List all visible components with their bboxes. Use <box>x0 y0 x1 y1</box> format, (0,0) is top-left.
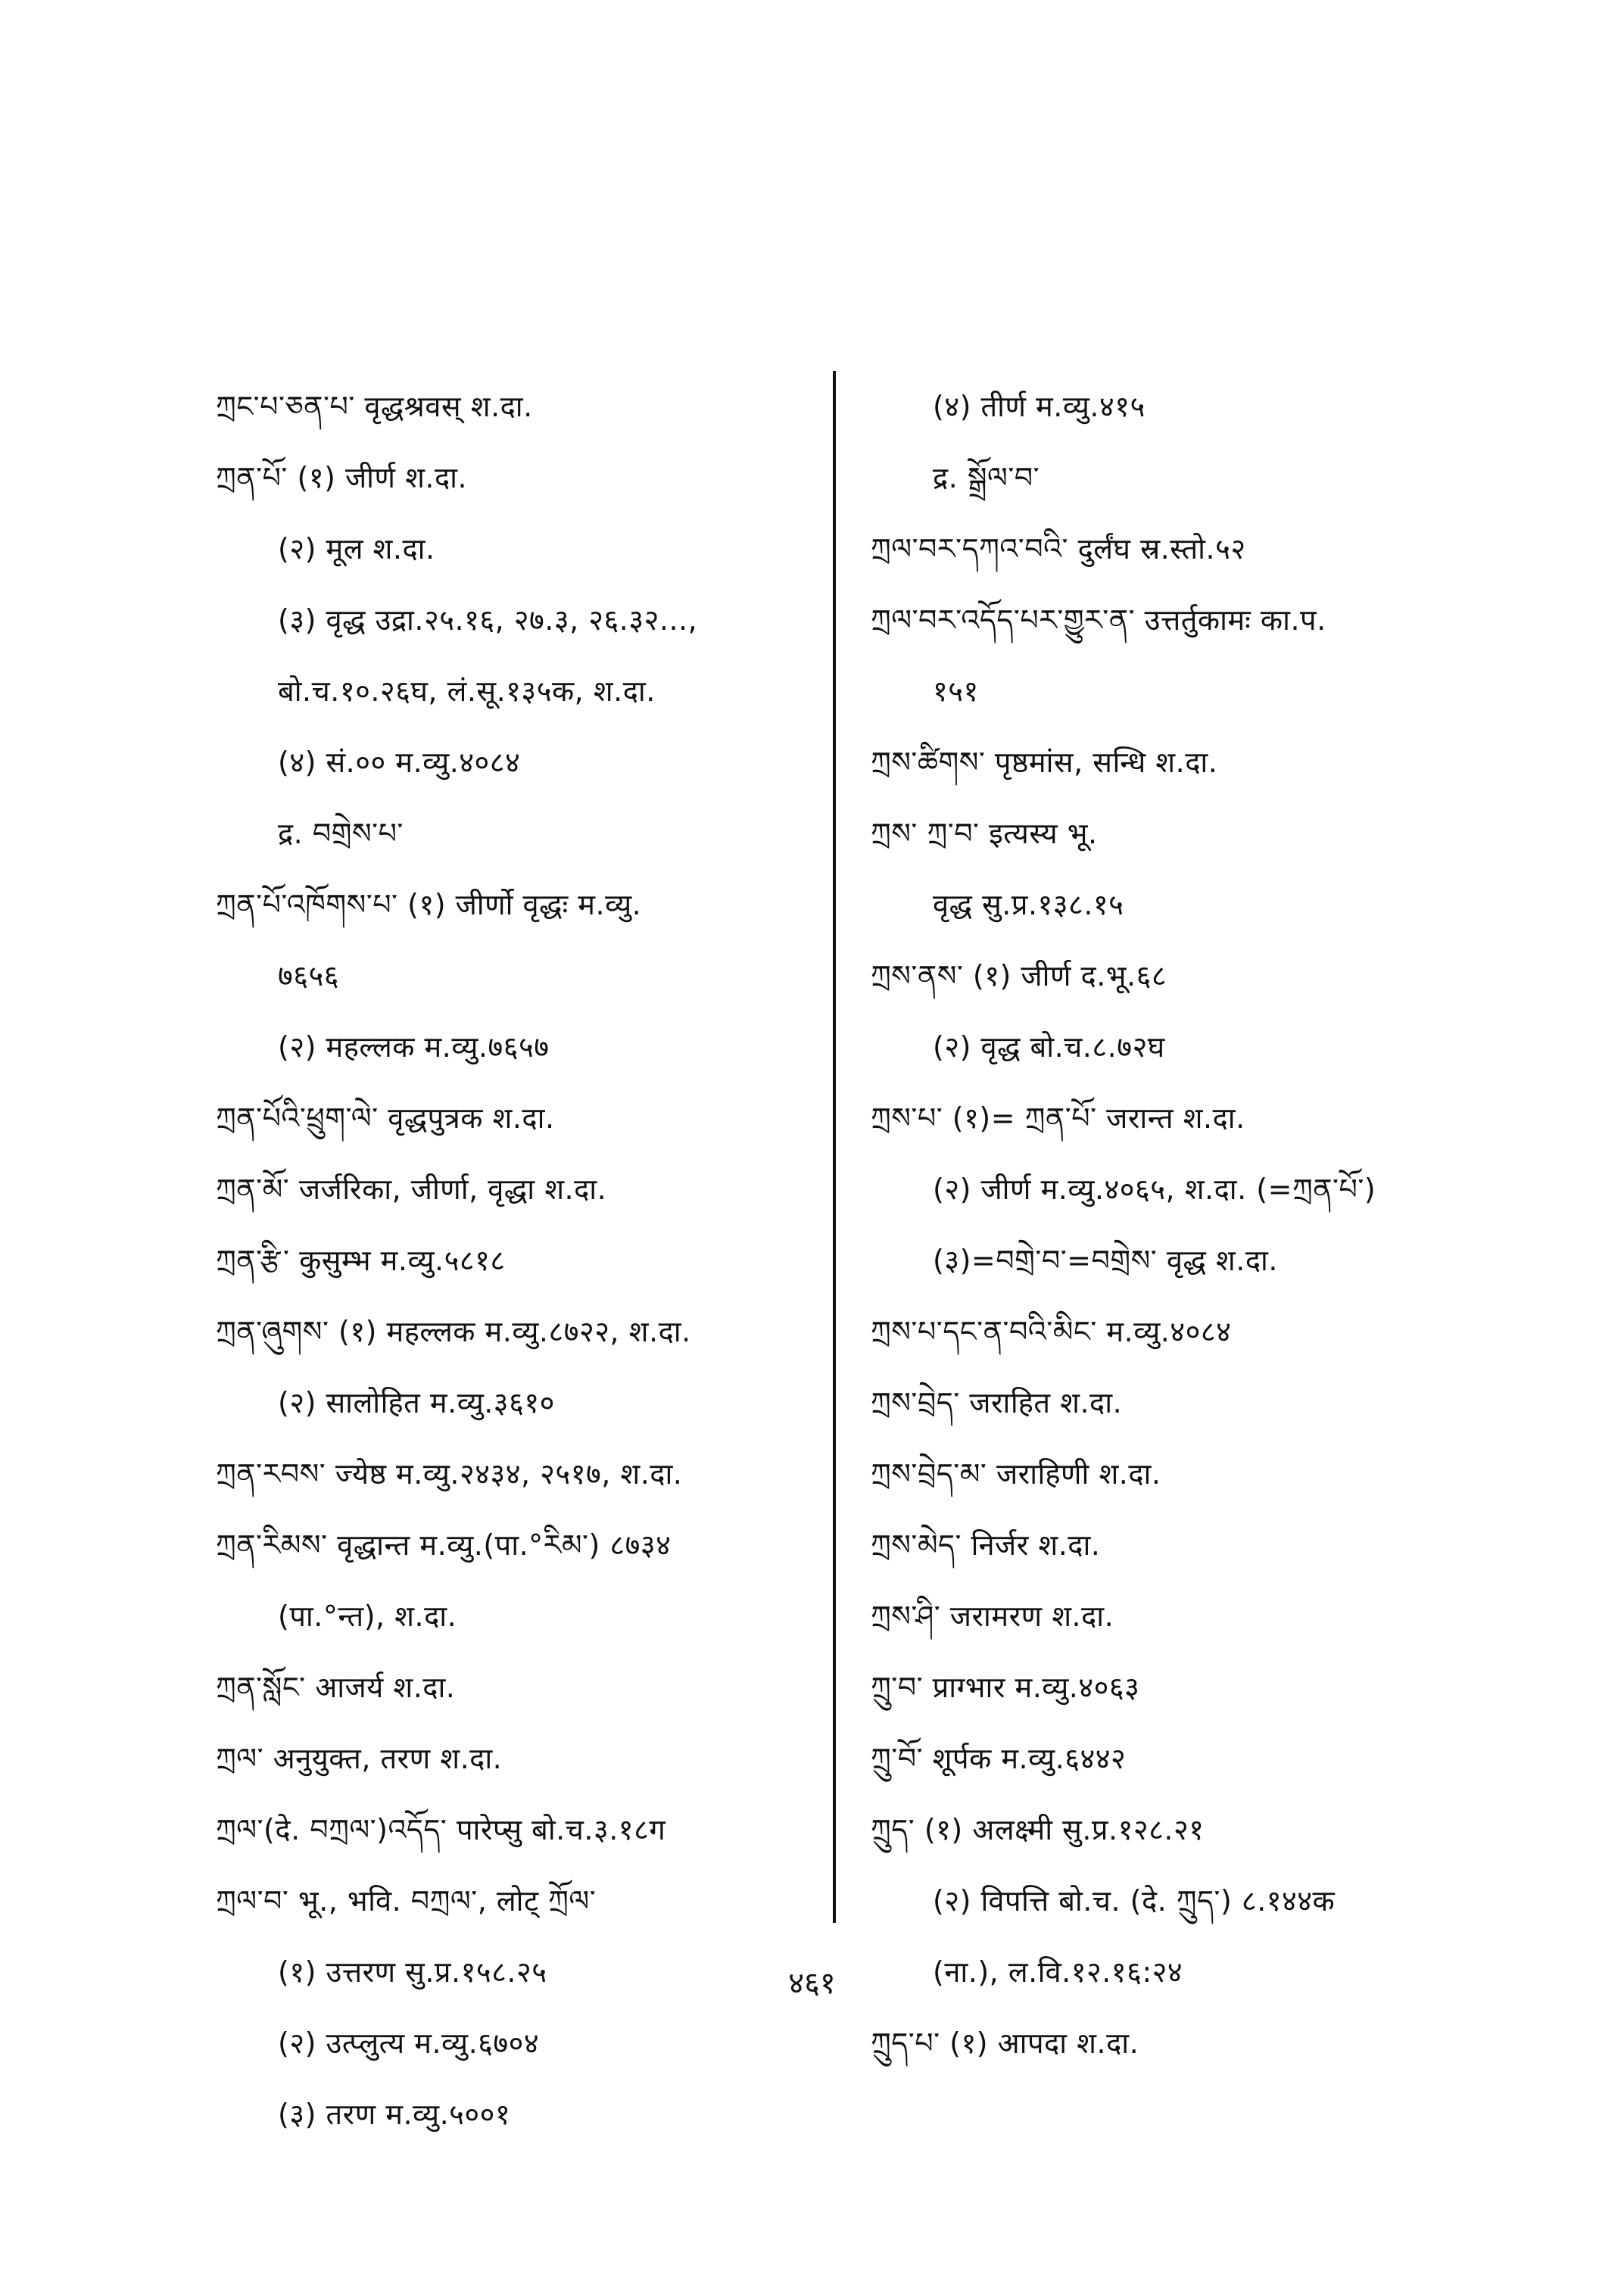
entry-subline <box>216 656 821 727</box>
entry-text: ཀྲས་ནས་ (१) जीर्ण द.भू.६८ <box>871 959 1167 992</box>
entry-subline <box>216 1011 821 1083</box>
entry-text: ཀྲལ་བར་འདོད་པར་གྱུར་ན་ उत्तर्तुकामः का.प. <box>871 603 1326 637</box>
entry-text: ཀྲུད་ (१) अलक्ष्मी सु.प्र.१२८.२१ <box>871 1813 1205 1846</box>
entry-text: १५१ <box>933 675 979 708</box>
dictionary-entry <box>216 1652 821 1723</box>
dictionary-entry <box>871 1581 1476 1652</box>
entry-text: (३) वृद्ध उद्रा.२५.१६, २७.३, २६.३२..., <box>278 603 698 637</box>
dictionary-entry <box>871 1652 1476 1723</box>
entry-text: (२) मूल श.दा. <box>278 532 435 565</box>
dictionary-entry <box>871 1367 1476 1438</box>
entry-subline <box>216 1936 821 2008</box>
entry-text: (४) तीर्ण म.व्यु.४१५ <box>933 390 1146 423</box>
entry-text: ཀྲན་མོ་ जर्जरिका, जीर्णा, वृद्धा श.दा. <box>216 1173 607 1206</box>
entry-text: ཀྲས་བྲེད་མ་ जराहिणी श.दा. <box>871 1457 1161 1491</box>
entry-text: (३) तरण म.व्यु.५००१ <box>278 2098 511 2131</box>
dictionary-entry <box>216 1794 821 1865</box>
dictionary-entry <box>871 1083 1476 1154</box>
right-column <box>871 371 1476 2079</box>
entry-subline <box>216 513 821 584</box>
left-column <box>216 371 821 2150</box>
dictionary-entry <box>871 727 1476 798</box>
dictionary-entry <box>871 1794 1476 1865</box>
entry-subline <box>871 869 1476 940</box>
entry-subline <box>871 656 1476 727</box>
entry-text: (२) जीर्ण म.व्यु.४०६५, श.दा. (=ཀྲན་པོ་) <box>933 1173 1376 1206</box>
entry-text: (२) विपत्ति बो.च. (दे. ཀྲུད་) ८.१४४क <box>933 1884 1336 1918</box>
dictionary-entry <box>871 2008 1476 2079</box>
entry-subline <box>216 1367 821 1438</box>
entry-subline <box>216 1581 821 1652</box>
entry-text: ཀྲན་པོའི་ཕྲུག་ལེ་ वृद्धपुत्रक श.दा. <box>216 1101 555 1135</box>
entry-text: ཀྲན་རིམས་ वृद्धान्त म.व्यु.(पा.°རིམ་) ८७३४ <box>216 1528 672 1562</box>
entry-text: (पा.°न्त), श.दा. <box>278 1600 457 1633</box>
entry-text: ཀྲན་སློང་ आजर्य श.दा. <box>216 1671 456 1704</box>
entry-text: वृद्ध सु.प्र.१३८.१५ <box>933 888 1124 921</box>
entry-text: ཀྲལ་བ་ भू., भवि. བཀྲལ་, लोट् ཀྲོལ་ <box>216 1884 597 1918</box>
entry-text: ཀྲུ་བོ་ शूर्पक म.व्यु.६४४२ <box>871 1742 1127 1775</box>
entry-subline <box>871 1225 1476 1296</box>
column-divider <box>833 371 836 1923</box>
entry-text: ཀྲན་པོ་འཁོགས་པ་ (१) जीर्णो वृद्धः म.व्यु. <box>216 888 642 921</box>
entry-subline <box>871 1865 1476 1936</box>
entry-text: (ना.), ल.वि.१२.१६:२४ <box>933 1955 1183 1989</box>
entry-text: (२) उत्प्लुत्य म.व्यु.६७०४ <box>278 2027 540 2060</box>
dictionary-entry <box>871 940 1476 1011</box>
entry-subline <box>216 584 821 656</box>
entry-text: ཀྲས་ཤི་ जरामरण श.दा. <box>871 1600 1114 1633</box>
entry-text: (१) उत्तरण सु.प्र.१५८.२५ <box>278 1955 547 1989</box>
dictionary-entry <box>871 513 1476 584</box>
entry-text: (२) महल्लक म.व्यु.७६५७ <box>278 1030 550 1064</box>
dictionary-entry <box>216 1225 821 1296</box>
entry-text: ཀྲས་མེད་ निर्जर श.दा. <box>871 1528 1101 1562</box>
entry-text: बो.च.१०.२६घ, लं.सू.१३५क, श.दा. <box>278 675 656 708</box>
entry-text: (४) सं.०० म.व्यु.४०८४ <box>278 746 521 779</box>
entry-subline <box>871 442 1476 513</box>
entry-text: ཀྲན་རྩི་ कुसुम्भ म.व्यु.५८१८ <box>216 1244 506 1277</box>
entry-text: ཀྲུ་བ་ प्राग्भार म.व्यु.४०६३ <box>871 1671 1140 1704</box>
entry-subline <box>216 2079 821 2150</box>
entry-subline <box>871 1936 1476 2008</box>
entry-subline <box>871 371 1476 442</box>
dictionary-entry <box>216 869 821 940</box>
entry-text: ཀྲང་པ་ཅན་པ་ वृद्धश्रवस् श.दा. <box>216 390 533 423</box>
dictionary-entry <box>216 371 821 442</box>
entry-text: ཀྲས་པ་དང་ན་བའི་མིང་ म.व्यु.४०८४ <box>871 1315 1232 1348</box>
dictionary-entry <box>871 1723 1476 1794</box>
dictionary-entry <box>871 584 1476 656</box>
dictionary-entry <box>216 1438 821 1509</box>
entry-text: ཀྲན་ཞུགས་ (१) महल्लक म.व्यु.८७२२, श.दा. <box>216 1315 691 1348</box>
entry-text: ཀྲལ་(दे. བཀྲལ་)འདོད་ पारेप्सु बो.च.३.१८ग <box>216 1813 666 1846</box>
entry-subline <box>216 798 821 869</box>
dictionary-entry <box>216 442 821 513</box>
entry-text: ཀྲན་པོ་ (१) जीर्ण श.दा. <box>216 461 468 494</box>
entry-text: ཀྲལ་བར་དཀའ་བའི་ दुर्लंघ स्र.स्तो.५२ <box>871 532 1246 565</box>
entry-text: (२) सालोहित म.व्यु.३६१० <box>278 1386 555 1419</box>
dictionary-entry <box>216 1296 821 1367</box>
entry-text: द्र. བགྲེས་པ་ <box>278 817 404 850</box>
dictionary-entry <box>871 1296 1476 1367</box>
entry-text: ཀྲན་རབས་ ज्येष्ठ म.व्यु.२४३४, २५१७, श.दा. <box>216 1457 683 1491</box>
dictionary-entry <box>216 1509 821 1581</box>
entry-subline <box>871 1154 1476 1225</box>
dictionary-entry <box>216 1865 821 1936</box>
dictionary-entry <box>216 1154 821 1225</box>
entry-subline <box>216 2008 821 2079</box>
entry-text: ཀྲུད་པ་ (१) आपदा श.दा. <box>871 2027 1139 2060</box>
entry-text: ཀྲས་བྲེད་ जराहित श.दा. <box>871 1386 1123 1419</box>
entry-text: ७६५६ <box>278 959 340 992</box>
entry-subline <box>216 727 821 798</box>
entry-text: ཀྲས་ཚིགས་ पृष्ठमांस, सन्धि श.दा. <box>871 746 1218 779</box>
entry-text: ཀྲས་ ཀྲ་བ་ इत्यस्य भू. <box>871 817 1098 850</box>
entry-text: ཀྲས་པ་ (१)= ཀྲན་པོ་ जरान्त श.दा. <box>871 1101 1245 1135</box>
dictionary-entry <box>216 1723 821 1794</box>
entry-text: (२) वृद्ध बो.च.८.७२घ <box>933 1030 1165 1064</box>
dictionary-entry <box>871 1438 1476 1509</box>
entry-subline <box>871 1011 1476 1083</box>
entry-text: द्र. སྒྲོལ་བ་ <box>933 461 1040 494</box>
entry-text: (३)=བགྲེ་བ་=བགྲེས་ वृद्ध श.दा. <box>933 1244 1278 1277</box>
dictionary-entry <box>871 1509 1476 1581</box>
page-number: ४६१ <box>788 1966 836 2001</box>
entry-subline <box>216 940 821 1011</box>
entry-text: ཀྲལ་ अनुयुक्त, तरण श.दा. <box>216 1742 503 1775</box>
dictionary-entry <box>871 798 1476 869</box>
dictionary-entry <box>216 1083 821 1154</box>
